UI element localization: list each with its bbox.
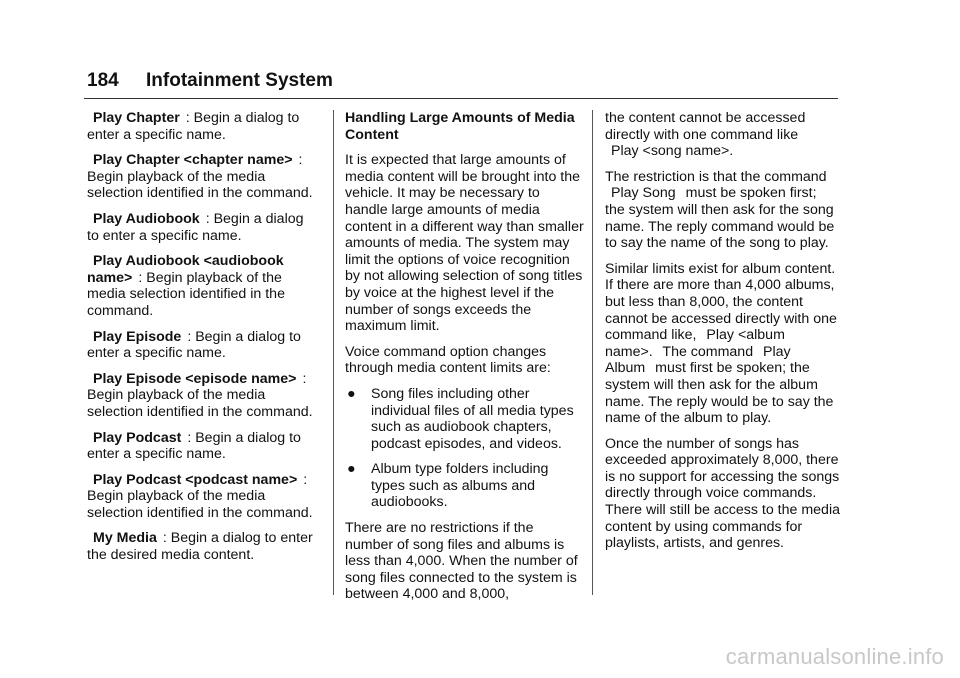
- bullet-text: Song files including other individual files of all media types such as audiobook chapters, podcast episodes, and videos.: [371, 385, 574, 452]
- paragraph: The restriction is that the command Play Song must be spoken first; the system will then ask for the song name. The reply command would be to say the name of the song to play.: [605, 168, 835, 252]
- bullet-item: [345, 461, 585, 511]
- paragraph: Once the number of songs has exceeded approximately 8,000, there is no support for accessing the songs directly through voice commands. There will still be access to the media content by using commands for playlists, artists, and genres.: [605, 435, 840, 552]
- inline-command: Play <song name>.: [611, 143, 734, 160]
- command-name: Play Chapter: [93, 110, 180, 126]
- command-description: : Begin playback of the media selection identified in the command.: [87, 370, 313, 420]
- command-entry: [87, 329, 317, 362]
- command-name: My Media: [93, 530, 157, 547]
- command-entry: [87, 152, 317, 202]
- command-description: : Begin playback of the media selection identified in the command.: [87, 152, 313, 202]
- watermark: carmanualsonline.info: [725, 644, 944, 669]
- paragraph: It is expected that large amounts of media content will be brought into the vehicle. It may be necessary to handle large amounts of media content in a different way than smaller amounts of media. The system may limit the options of voice recognition by not allowing selection of song titles by voice at the highest level if the number of songs exceeds the maximum limit.: [345, 152, 584, 335]
- command-description: : Begin a dialog to enter a specific name.: [87, 210, 304, 244]
- bullet-icon: ●: [347, 461, 356, 478]
- bullet-item: [345, 386, 585, 452]
- paragraph: Similar limits exist for album content. If there are more than 4,000 albums, but less than 8,000, the content cannot be accessed directly with one command like, Play <album name>. The command Play Album must first be spoken; the system will then ask for the album name. The reply would be to say the name of the album to play.: [605, 260, 837, 427]
- bullet-icon: ●: [347, 385, 356, 402]
- paragraph: Voice command option changes through media content limits are:: [345, 343, 551, 377]
- page-title: Infotainment System: [146, 70, 333, 91]
- command-description: : Begin a dialog to enter the desired media content.: [87, 530, 313, 564]
- command-entry: [87, 211, 317, 244]
- command-entry: [87, 430, 317, 463]
- command-description: : Begin a dialog to enter a specific name.: [87, 328, 301, 362]
- column-divider-1: [333, 110, 334, 595]
- command-name: Play Episode: [93, 328, 182, 345]
- command-description: : Begin playback of the media selection identified in the command.: [87, 269, 285, 319]
- header-rule: [84, 98, 838, 99]
- column-3: [605, 110, 840, 561]
- bullet-text: Album type folders including types such as albums and audiobooks.: [371, 461, 549, 511]
- command-name: Play Episode <episode name>: [93, 370, 297, 387]
- inline-command: Play <album name>.: [605, 327, 785, 360]
- command-entry: [87, 253, 317, 319]
- column-2: [345, 110, 585, 612]
- command-description: : Begin a dialog to enter a specific name.: [87, 110, 300, 143]
- paragraph: the content cannot be accessed directly with one command like Play <song name>.: [605, 110, 806, 160]
- command-name: Play Audiobook <audiobook name>: [87, 253, 284, 286]
- column-1: [87, 110, 317, 573]
- command-entry: [87, 371, 317, 421]
- inline-command: Play Song: [611, 185, 676, 202]
- command-name: Play Podcast <podcast name>: [93, 471, 298, 488]
- command-entry: [87, 472, 317, 522]
- command-name: Play Audiobook: [93, 210, 200, 227]
- command-entry: [87, 110, 317, 143]
- page-number: 184: [87, 70, 119, 91]
- paragraph: There are no restrictions if the number of song files and albums is less than 4,000. When the number of song files connected to the system is between 4,000 and 8,000,: [345, 520, 578, 603]
- column-divider-2: [592, 110, 593, 595]
- section-heading: Handling Large Amounts of Media Content: [345, 110, 575, 143]
- command-entry: [87, 530, 317, 563]
- command-description: : Begin a dialog to enter a specific name.: [87, 429, 301, 463]
- command-description: : Begin playback of the media selection identified in the command.: [87, 471, 313, 521]
- inline-command: Play Album: [605, 343, 791, 377]
- command-name: Play Podcast: [93, 429, 182, 446]
- command-name: Play Chapter <chapter name>: [93, 152, 293, 169]
